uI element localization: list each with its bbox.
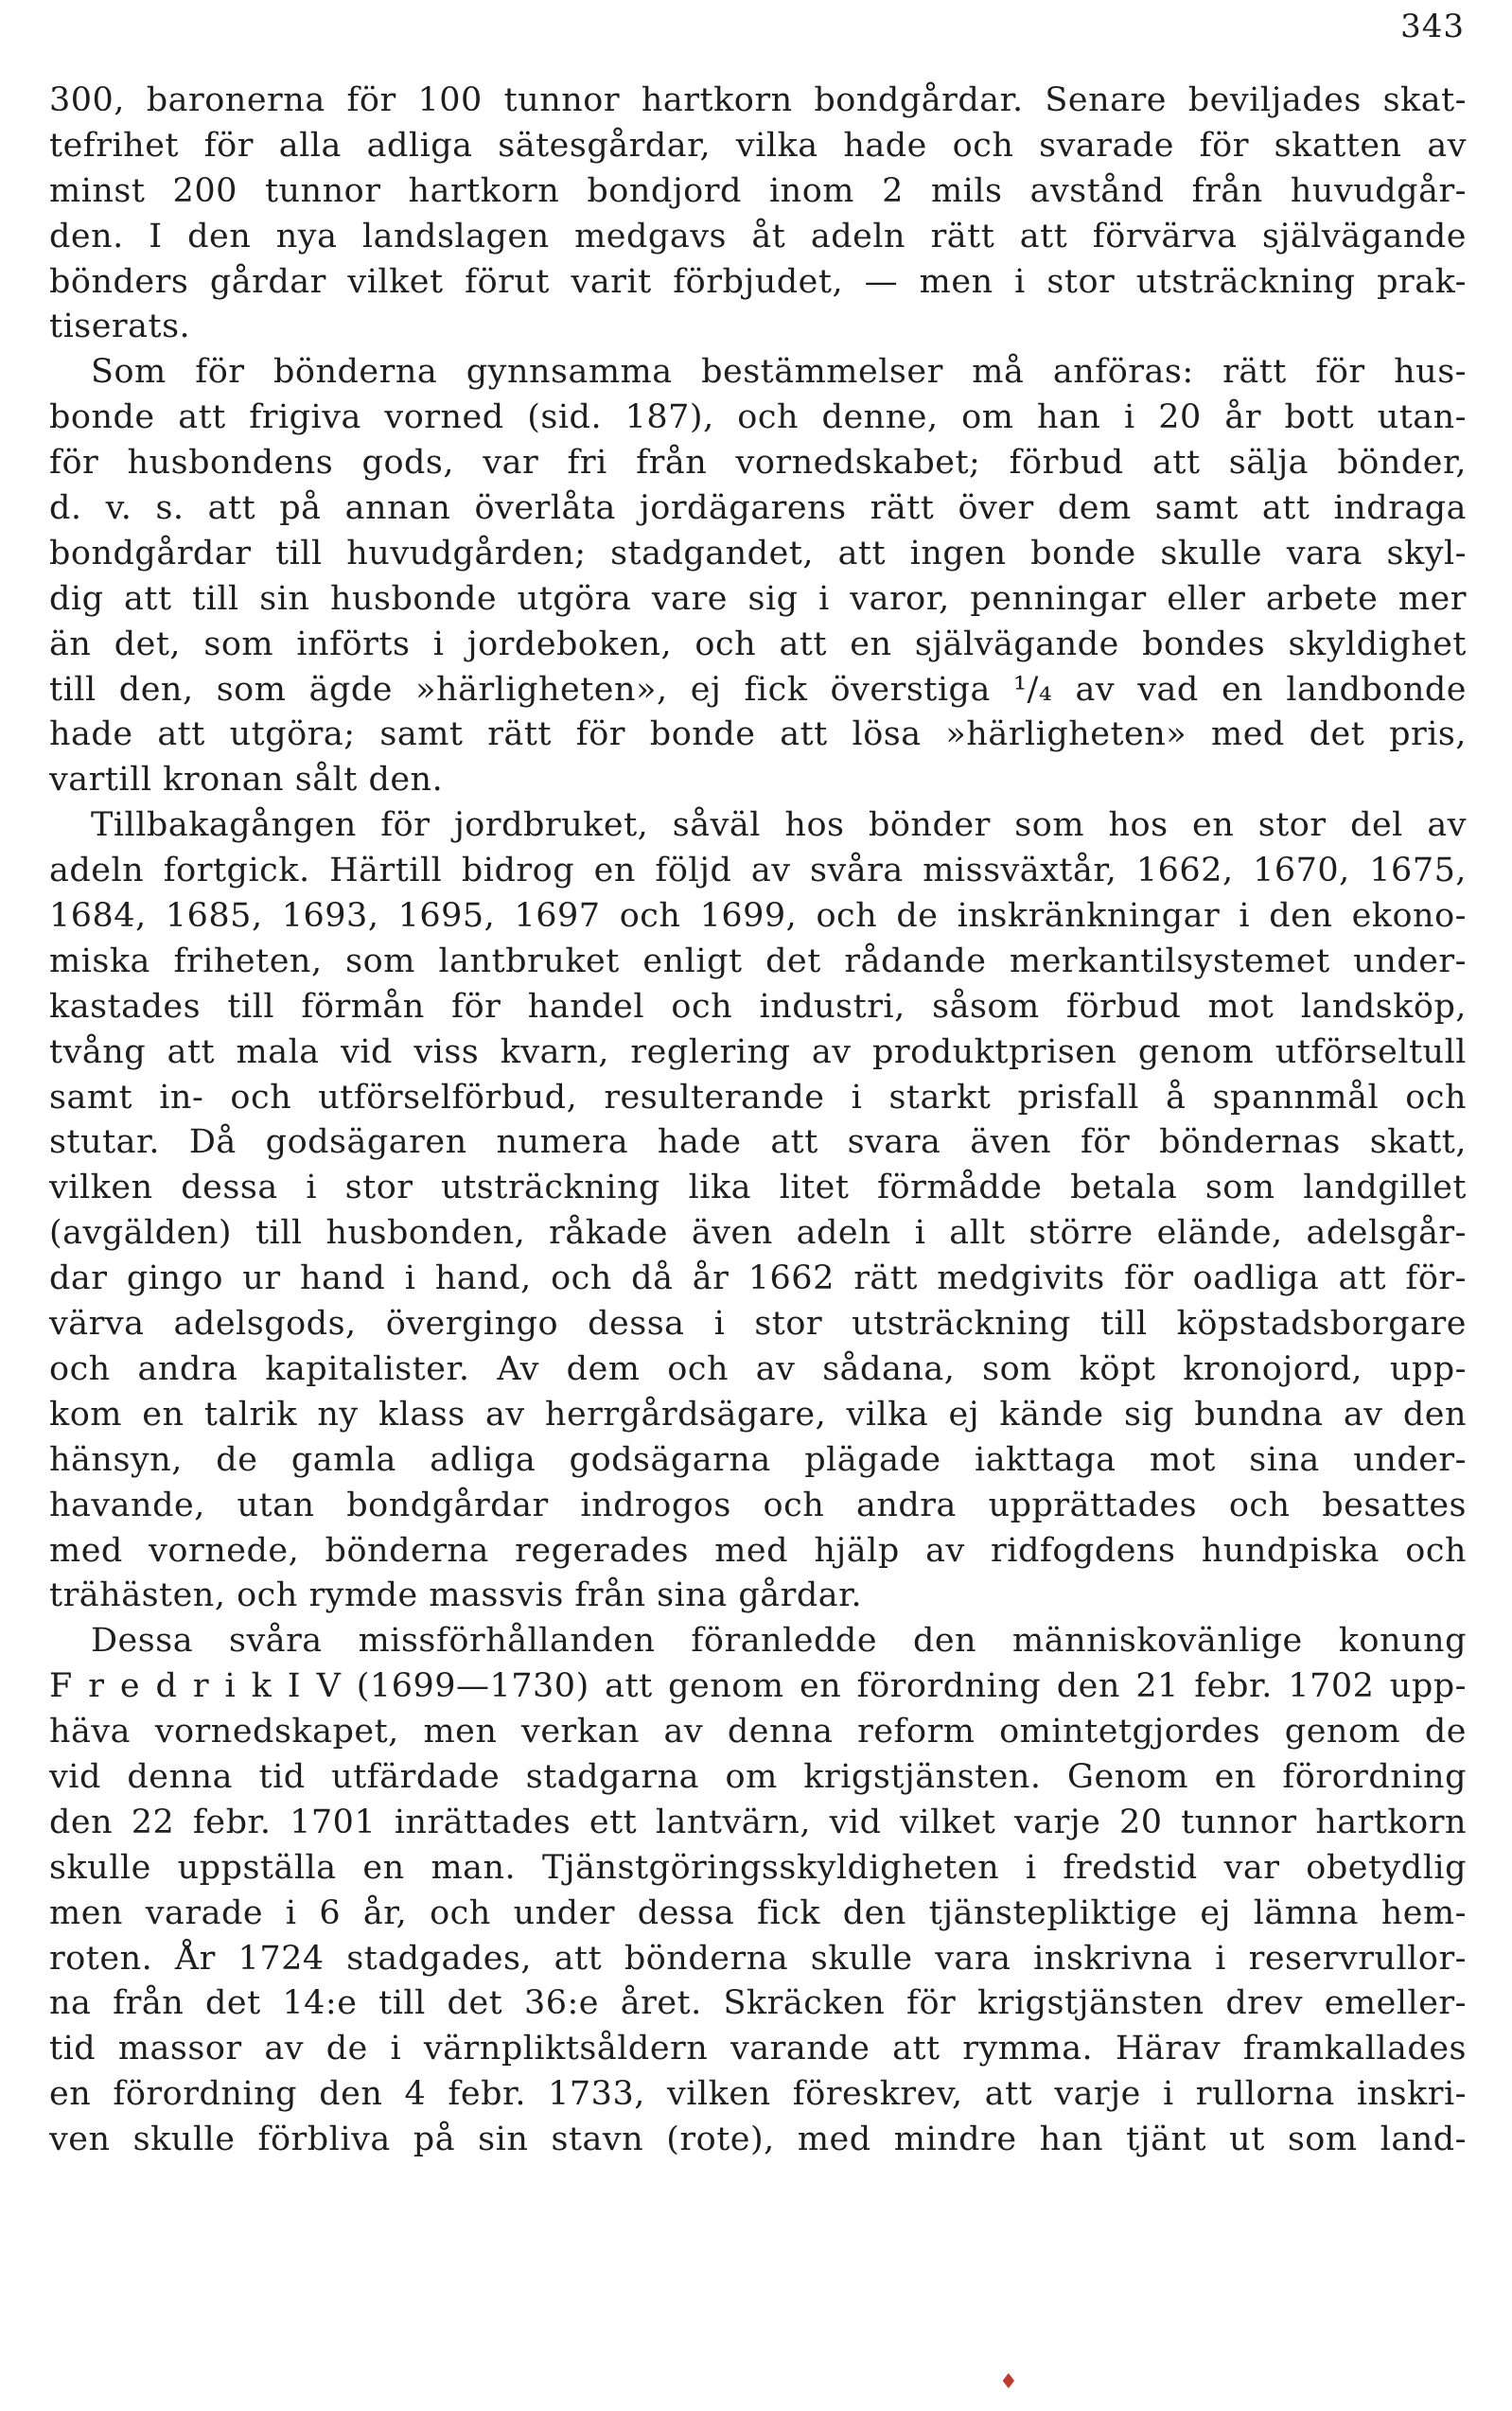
text-line: men varade i 6 år, och under dessa fick den tjänstepliktige ej lämna hem- [49, 1893, 1467, 1932]
text-line: stutar. Då godsägaren numera hade att svara även för böndernas skatt, [49, 1123, 1467, 1162]
text-line: adeln fortgick. Härtill bidrog en följd av svåra missväxtår, 1662, 1670, 1675, [49, 852, 1467, 890]
text-line: bönders gårdar vilket förut varit förbjudet, — men i stor utsträckning prak- [49, 262, 1467, 301]
text-line: Tillbakagången för jordbruket, såväl hos bönder som hos en stor del av [91, 806, 1467, 845]
text-line: tid massor av de i värnpliktsåldern varande att rymma. Härav framkallades [49, 2030, 1467, 2068]
text-line: Dessa svåra missförhållanden föranledde den människovänlige konung [91, 1622, 1467, 1661]
text-line: havande, utan bondgårdar indrogos och andra upprättades och besattes [49, 1486, 1467, 1524]
text-line: tefrihet för alla adliga sätesgårdar, vilka hade och svarade för skatten av [49, 126, 1467, 165]
text-line: miska friheten, som lantbruket enligt det rådande merkantilsystemet under- [49, 942, 1467, 980]
text-line: den. I den nya landslagen medgavs åt adeln rätt att förvärva självägande [49, 217, 1467, 255]
text-line: bondgårdar till huvudgården; stadgandet, att ingen bonde skulle vara skyl- [49, 534, 1467, 572]
text-line: vartill kronan sålt den. [49, 761, 444, 800]
text-line: dar gingo ur hand i hand, och då år 1662 rätt medgivits för oadliga att för- [49, 1259, 1467, 1298]
text-line: skulle uppställa en man. Tjänstgöringsskyldigheten i fredstid var obetydlig [49, 1848, 1467, 1887]
text-line: 300, baronerna för 100 tunnor hartkorn bondgårdar. Senare beviljades skat- [49, 81, 1467, 119]
text-line: häva vornedskapet, men verkan av denna reform omintetgjordes genom de [49, 1713, 1467, 1751]
text-line: Som för bönderna gynnsamma bestämmelser må anföras: rätt för hus- [91, 353, 1467, 392]
text-line: med vornede, bönderna regerades med hjälp av ridfogdens hundpiska och [49, 1531, 1467, 1570]
text-line: ven skulle förbliva på sin stavn (rote), med mindre han tjänt ut som land- [49, 2121, 1467, 2159]
text-line: och andra kapitalister. Av dem och av sådana, som köpt kronojord, upp- [49, 1349, 1467, 1388]
text-line: den 22 febr. 1701 inrättades ett lantvärn, vid vilket varje 20 tunnor hartkorn [49, 1803, 1467, 1841]
text-line: (avgälden) till husbonden, råkade även adeln i allt större elände, adelsgår- [49, 1214, 1467, 1253]
text-line: för husbondens gods, var fri från vornedskabet; förbud att sälja bönder, [49, 444, 1467, 483]
text-line: dig att till sin husbonde utgöra vare sig i varor, penningar eller arbete mer [49, 579, 1467, 618]
text-line: trähästen, och rymde massvis från sina gårdar. [49, 1576, 863, 1615]
text-line: minst 200 tunnor hartkorn bondjord inom 2 mils avstånd från huvudgår- [49, 171, 1467, 210]
text-line: hade att utgöra; samt rätt för bonde att lösa »härligheten» med det pris, [49, 715, 1467, 754]
text-line: kastades till förmån för handel och industri, såsom förbud mot landsköp, [49, 987, 1467, 1026]
text-line: bonde att frigiva vorned (sid. 187), och denne, om han i 20 år bott utan- [49, 398, 1467, 437]
text-line: en förordning den 4 febr. 1733, vilken föreskrev, att varje i rullorna inskri- [49, 2075, 1467, 2114]
text-line: kom en talrik ny klass av herrgårdsägare, vilka ej kände sig bundna av den [49, 1395, 1467, 1434]
text-line: vilken dessa i stor utsträckning lika litet förmådde betala som landgillet [49, 1169, 1467, 1207]
body-text [49, 79, 1467, 2163]
text-line: d. v. s. att på annan överlåta jordägarens rätt över dem samt att indraga [49, 489, 1467, 528]
text-line: tvång att mala vid viss kvarn, reglering av produktprisen genom utförseltull [49, 1032, 1467, 1071]
ink-speck-mark: ♦ [999, 2370, 1018, 2394]
page-number: 343 [1400, 8, 1465, 45]
text-line: na från det 14:e till det 36:e året. Skräcken för krigstjänsten drev emeller- [49, 1984, 1467, 2023]
text-line: värva adelsgods, övergingo dessa i stor utsträckning till köpstadsborgare [49, 1305, 1467, 1344]
text-line: vid denna tid utfärdade stadgarna om krigstjänsten. Genom en förordning [49, 1757, 1467, 1796]
text-line: F r e d r i k I V (1699—1730) att genom en förordning den 21 febr. 1702 upp- [49, 1667, 1467, 1706]
text-line: till den, som ägde »härligheten», ej fick överstiga ¹/₄ av vad en landbonde [49, 670, 1467, 709]
text-line: hänsyn, de gamla adliga godsägarna plägade iakttaga mot sina under- [49, 1440, 1467, 1479]
text-line: tiserats. [49, 308, 191, 346]
text-line: än det, som införts i jordeboken, och att en självägande bondes skyldighet [49, 625, 1467, 663]
text-line: samt in- och utförselförbud, resulterande i starkt prisfall å spannmål och [49, 1078, 1467, 1117]
text-line: roten. År 1724 stadgades, att bönderna skulle vara inskrivna i reservrullor- [49, 1939, 1467, 1978]
text-line: 1684, 1685, 1693, 1695, 1697 och 1699, och de inskränkningar i den ekono- [49, 897, 1467, 936]
